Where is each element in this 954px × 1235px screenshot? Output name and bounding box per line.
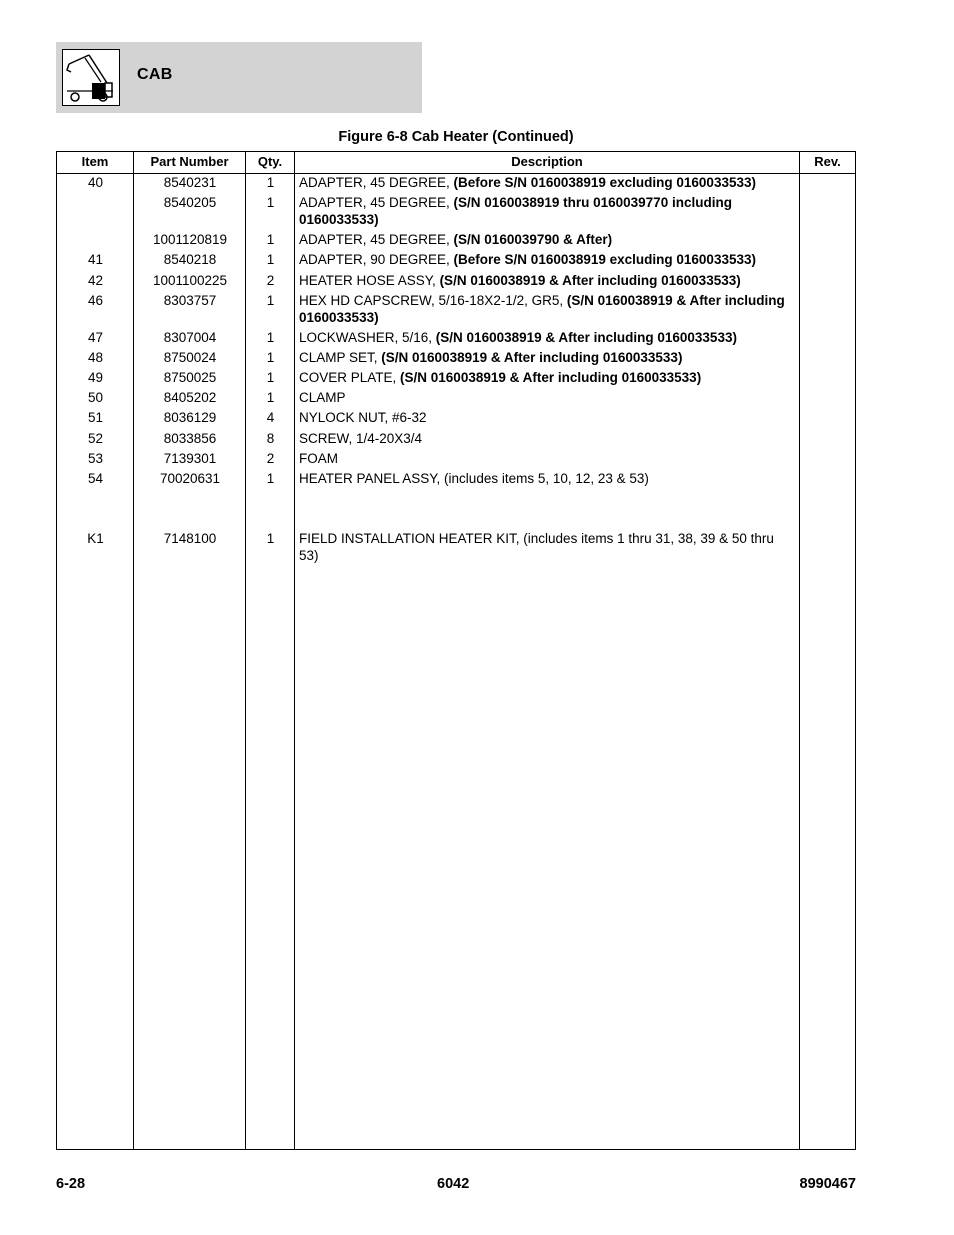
section-header-band xyxy=(56,42,422,113)
item-cell: 47 xyxy=(87,330,104,345)
item-cell: 54 xyxy=(87,471,104,486)
description-text: CLAMP xyxy=(299,390,346,405)
item-cell: 53 xyxy=(87,451,104,466)
part-number-cell: 8405202 xyxy=(163,390,217,405)
page-number: 6-28 xyxy=(56,1176,86,1192)
section-title: CAB xyxy=(137,66,173,83)
serial-number-note: (S/N 0160038919 & After including 0160033533) xyxy=(400,370,702,385)
serial-number-note: (S/N 0160038919 & After including 0160033533) xyxy=(299,293,785,325)
qty-cell: 2 xyxy=(266,451,275,466)
item-cell: 52 xyxy=(87,431,104,446)
part-number-cell: 8307004 xyxy=(163,330,217,345)
item-cell: 46 xyxy=(87,293,104,308)
column-header-qty: Qty. xyxy=(257,154,283,169)
qty-cell: 8 xyxy=(266,431,275,446)
description-text: FIELD INSTALLATION HEATER KIT, (includes items 1 thru 31, 38, 39 & 50 thru 53) xyxy=(299,531,774,563)
description-cell xyxy=(299,389,795,406)
description-cell xyxy=(299,272,795,289)
description-cell xyxy=(299,174,795,191)
description-text: NYLOCK NUT, #6-32 xyxy=(299,410,427,425)
part-number-cell: 8540231 xyxy=(163,175,217,190)
qty-cell: 1 xyxy=(266,390,275,405)
document-number: 8990467 xyxy=(799,1176,856,1192)
item-cell: 41 xyxy=(87,252,104,267)
description-cell xyxy=(299,369,795,386)
column-header-description: Description xyxy=(511,154,583,169)
serial-number-note: (S/N 0160038919 & After including 0160033533) xyxy=(381,350,683,365)
qty-cell: 1 xyxy=(266,175,275,190)
serial-number-note: (S/N 0160038919 & After including 0160033533) xyxy=(439,273,741,288)
qty-cell: 1 xyxy=(266,471,275,486)
qty-cell: 1 xyxy=(266,370,275,385)
description-cell xyxy=(299,329,795,346)
qty-cell: 2 xyxy=(266,273,275,288)
item-cell: 40 xyxy=(87,175,104,190)
part-number-cell: 70020631 xyxy=(159,471,221,486)
model-number: 6042 xyxy=(437,1176,470,1192)
part-number-cell: 8750024 xyxy=(163,350,217,365)
serial-number-note: (Before S/N 0160038919 excluding 0160033533) xyxy=(453,175,756,190)
description-text: ADAPTER, 90 DEGREE, xyxy=(299,252,454,267)
part-number-cell: 8540205 xyxy=(163,195,217,210)
serial-number-note: (S/N 0160039790 & After) xyxy=(453,232,613,247)
column-header-part-number: Part Number xyxy=(150,154,229,169)
item-cell: 48 xyxy=(87,350,104,365)
description-cell xyxy=(299,231,795,248)
column-header-item: Item xyxy=(81,154,109,169)
column-divider xyxy=(799,152,800,1149)
item-cell: 42 xyxy=(87,273,104,288)
description-text: CLAMP SET, xyxy=(299,350,382,365)
description-text: LOCKWASHER, 5/16, xyxy=(299,330,436,345)
description-cell xyxy=(299,430,795,447)
description-text: ADAPTER, 45 DEGREE, xyxy=(299,195,454,210)
description-text: COVER PLATE, xyxy=(299,370,401,385)
description-text: FOAM xyxy=(299,451,338,466)
description-text: HEX HD CAPSCREW, 5/16-18X2-1/2, GR5, xyxy=(299,293,567,308)
description-cell xyxy=(299,450,795,467)
part-number-cell: 7139301 xyxy=(163,451,217,466)
qty-cell: 1 xyxy=(266,252,275,267)
description-cell xyxy=(299,409,795,426)
qty-cell: 1 xyxy=(266,350,275,365)
figure-title: Figure 6-8 Cab Heater (Continued) xyxy=(338,129,574,145)
description-text: HEATER HOSE ASSY, xyxy=(299,273,440,288)
serial-number-note: (S/N 0160038919 thru 0160039770 including 0160033533) xyxy=(299,195,732,227)
part-number-cell: 7148100 xyxy=(163,531,217,546)
description-cell xyxy=(299,292,795,326)
qty-cell: 1 xyxy=(266,232,275,247)
item-cell: K1 xyxy=(87,531,104,546)
description-text: SCREW, 1/4-20X3/4 xyxy=(299,431,423,446)
description-cell xyxy=(299,470,795,487)
item-cell: 50 xyxy=(87,390,104,405)
part-number-cell: 1001120819 xyxy=(152,232,228,247)
part-number-cell: 8036129 xyxy=(163,410,217,425)
description-text: ADAPTER, 45 DEGREE, xyxy=(299,175,454,190)
description-text: ADAPTER, 45 DEGREE, xyxy=(299,232,454,247)
qty-cell: 1 xyxy=(266,330,275,345)
description-cell xyxy=(299,349,795,366)
part-number-cell: 1001100225 xyxy=(152,273,228,288)
part-number-cell: 8540218 xyxy=(163,252,217,267)
part-number-cell: 8033856 xyxy=(163,431,217,446)
serial-number-note: (S/N 0160038919 & After including 0160033533) xyxy=(435,330,737,345)
item-cell: 49 xyxy=(87,370,104,385)
qty-cell: 1 xyxy=(266,531,275,546)
parts-table xyxy=(56,151,856,1150)
description-cell xyxy=(299,194,795,228)
column-header-rev: Rev. xyxy=(814,154,841,169)
qty-cell: 1 xyxy=(266,293,275,308)
part-number-cell: 8303757 xyxy=(163,293,217,308)
qty-cell: 1 xyxy=(266,195,275,210)
telehandler-logo-icon xyxy=(62,49,120,106)
description-cell xyxy=(299,251,795,268)
serial-number-note: (Before S/N 0160038919 excluding 0160033533) xyxy=(453,252,756,267)
description-cell xyxy=(299,530,795,564)
description-text: HEATER PANEL ASSY, (includes items 5, 10, 12, 23 & 53) xyxy=(299,471,649,486)
item-cell: 51 xyxy=(87,410,104,425)
part-number-cell: 8750025 xyxy=(163,370,217,385)
qty-cell: 4 xyxy=(266,410,275,425)
